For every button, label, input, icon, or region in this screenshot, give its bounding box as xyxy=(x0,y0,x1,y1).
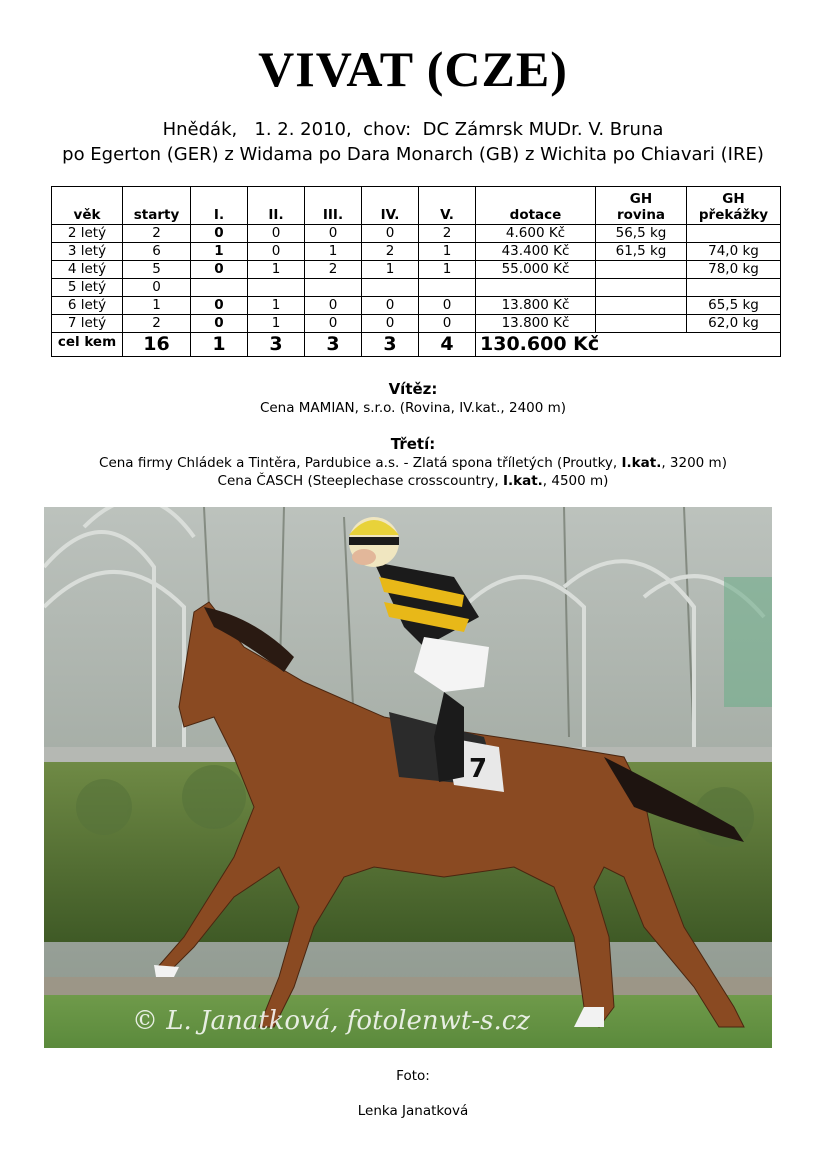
table-cell: 4 letý xyxy=(52,261,123,279)
table-cell xyxy=(596,279,687,297)
table-cell: 4.600 Kč xyxy=(476,225,596,243)
table-cell: 13.800 Kč xyxy=(476,297,596,315)
table-cell: 5 letý xyxy=(52,279,123,297)
third-heading: Třetí: xyxy=(390,435,436,453)
table-cell: 0 xyxy=(362,297,419,315)
total-2: 3 xyxy=(248,333,305,357)
table-row xyxy=(52,243,781,261)
table-cell: 2 xyxy=(362,243,419,261)
table-cell: 0 xyxy=(305,297,362,315)
table-cell: 78,0 kg xyxy=(687,261,781,279)
horse-info-line: Hnědák, 1. 2. 2010, chov: DC Zámrsk MUDr. V. Bruna xyxy=(162,119,664,140)
table-cell: 61,5 kg xyxy=(596,243,687,261)
saddle-number: 7 xyxy=(469,754,488,784)
table-cell xyxy=(191,279,248,297)
table-cell: 0 xyxy=(419,315,476,333)
col-header-dotace: dotace xyxy=(476,187,596,225)
col-header-5: V. xyxy=(419,187,476,225)
statistics-table xyxy=(51,186,781,357)
table-cell: 6 xyxy=(123,243,191,261)
table-cell: 56,5 kg xyxy=(596,225,687,243)
table-cell xyxy=(248,279,305,297)
table-cell: 74,0 kg xyxy=(687,243,781,261)
horse-photo xyxy=(44,507,772,1048)
horse-photo-illustration xyxy=(44,507,772,1048)
table-cell: 65,5 kg xyxy=(687,297,781,315)
third-line-1-end: , 3200 m) xyxy=(661,455,727,471)
table-cell: 0 xyxy=(191,297,248,315)
col-header-3: III. xyxy=(305,187,362,225)
table-cell: 1 xyxy=(419,261,476,279)
table-total-row xyxy=(52,333,781,357)
total-label: cel kem xyxy=(52,333,123,357)
table-cell: 55.000 Kč xyxy=(476,261,596,279)
table-row xyxy=(52,225,781,243)
table-cell: 6 letý xyxy=(52,297,123,315)
table-cell: 2 xyxy=(419,225,476,243)
table-cell: 0 xyxy=(419,297,476,315)
table-cell: 62,0 kg xyxy=(687,315,781,333)
winner-heading: Vítěz: xyxy=(388,380,438,398)
third-line-2-category: I.kat. xyxy=(502,473,543,489)
table-cell: 1 xyxy=(419,243,476,261)
photo-watermark: © L. Janatková, fotolenwt-s.cz xyxy=(132,1006,530,1036)
table-cell: 0 xyxy=(191,315,248,333)
table-cell: 0 xyxy=(305,225,362,243)
col-header-gh-rovina: GH rovina xyxy=(596,187,687,225)
photographer-name: Lenka Janatková xyxy=(357,1103,469,1119)
third-line-1 xyxy=(0,455,826,471)
table-cell: 0 xyxy=(305,315,362,333)
table-cell: 1 xyxy=(248,261,305,279)
table-cell: 1 xyxy=(191,243,248,261)
total-3: 3 xyxy=(305,333,362,357)
table-cell: 1 xyxy=(362,261,419,279)
table-cell: 7 letý xyxy=(52,315,123,333)
table-cell: 0 xyxy=(248,243,305,261)
foto-label: Foto: xyxy=(396,1068,430,1084)
third-line-1-text: Cena firmy Chládek a Tintěra, Pardubice a.s. - Zlatá spona tříletých (Proutky, xyxy=(99,455,622,471)
table-cell xyxy=(596,315,687,333)
table-cell: 1 xyxy=(305,243,362,261)
table-cell: 2 xyxy=(305,261,362,279)
page-title: VIVAT (CZE) xyxy=(258,41,568,97)
table-row xyxy=(52,297,781,315)
table-cell: 0 xyxy=(248,225,305,243)
third-line-1-category: I.kat. xyxy=(621,455,662,471)
col-header-2: II. xyxy=(248,187,305,225)
table-cell: 2 xyxy=(123,315,191,333)
col-header-starty: starty xyxy=(123,187,191,225)
table-cell: 2 xyxy=(123,225,191,243)
third-line-2-text: Cena ČASCH (Steeplechase crosscountry, xyxy=(217,473,503,489)
table-row xyxy=(52,279,781,297)
table-cell xyxy=(305,279,362,297)
table-cell: 0 xyxy=(123,279,191,297)
table-cell: 0 xyxy=(191,225,248,243)
table-cell: 1 xyxy=(248,315,305,333)
table-row xyxy=(52,261,781,279)
table-cell: 0 xyxy=(191,261,248,279)
total-starty: 16 xyxy=(123,333,191,357)
table-cell xyxy=(596,297,687,315)
table-cell: 3 letý xyxy=(52,243,123,261)
table-row xyxy=(52,315,781,333)
table-cell: 1 xyxy=(248,297,305,315)
total-4: 3 xyxy=(362,333,419,357)
col-header-vek: věk xyxy=(52,187,123,225)
table-cell xyxy=(687,279,781,297)
third-line-2-end: , 4500 m) xyxy=(542,473,609,489)
table-cell: 1 xyxy=(123,297,191,315)
total-dotace: 130.600 Kč xyxy=(476,333,781,357)
col-header-gh-prekazky: GH překážky xyxy=(687,187,781,225)
table-cell: 13.800 Kč xyxy=(476,315,596,333)
col-header-1: I. xyxy=(191,187,248,225)
table-cell xyxy=(687,225,781,243)
table-header-row xyxy=(52,187,781,225)
table-cell xyxy=(476,279,596,297)
pedigree-line: po Egerton (GER) z Widama po Dara Monarch (GB) z Wichita po Chiavari (IRE) xyxy=(62,144,764,165)
table-cell xyxy=(596,261,687,279)
table-cell xyxy=(419,279,476,297)
table-cell: 0 xyxy=(362,225,419,243)
table-cell: 43.400 Kč xyxy=(476,243,596,261)
total-5: 4 xyxy=(419,333,476,357)
col-header-4: IV. xyxy=(362,187,419,225)
winner-text: Cena MAMIAN, s.r.o. (Rovina, IV.kat., 2400 m) xyxy=(259,400,567,416)
table-cell: 2 letý xyxy=(52,225,123,243)
third-line-2 xyxy=(0,473,826,489)
total-1: 1 xyxy=(191,333,248,357)
table-cell: 0 xyxy=(362,315,419,333)
table-cell: 5 xyxy=(123,261,191,279)
table-cell xyxy=(362,279,419,297)
